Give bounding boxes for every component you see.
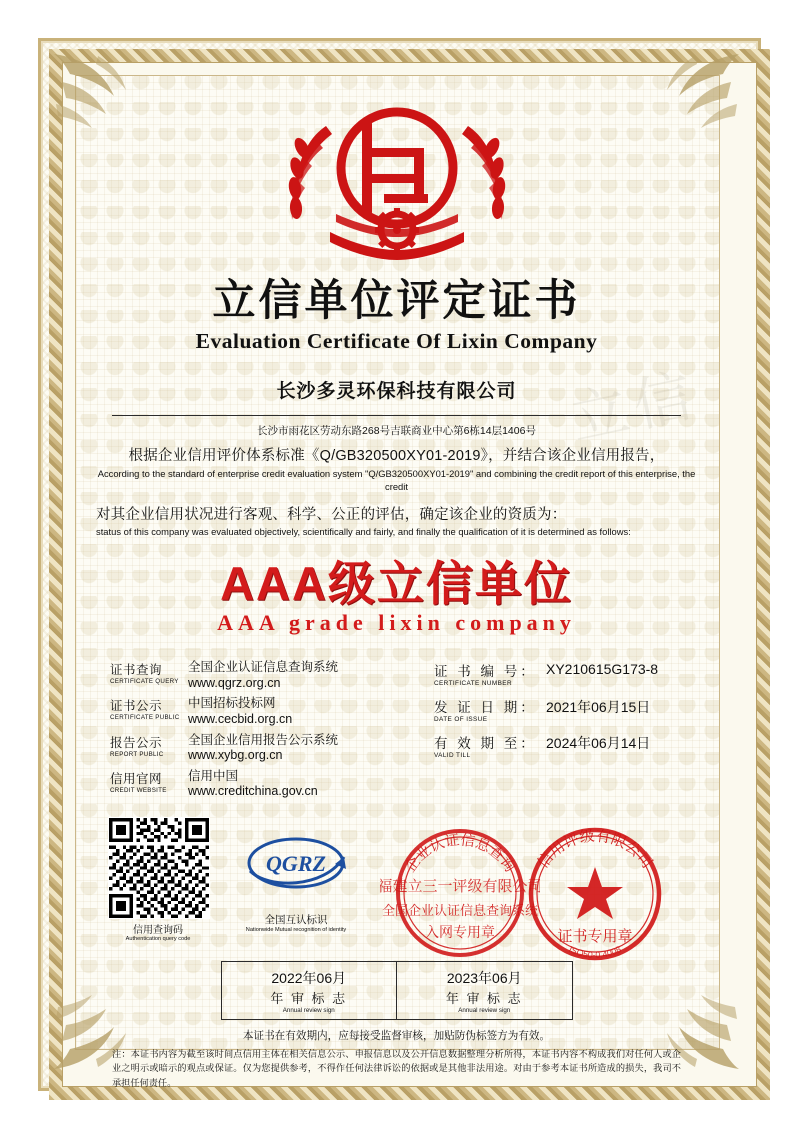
detail-label	[434, 660, 546, 687]
annual-review-label-en: Annual review sign	[282, 1007, 335, 1015]
query-row	[110, 733, 410, 764]
query-label-en: CERTIFICATE PUBLIC	[110, 714, 180, 722]
grade-title-en: AAA grade lixin company	[217, 610, 576, 636]
detail-row	[434, 696, 683, 723]
detail-label-en: DATE OF ISSUE	[434, 716, 488, 724]
query-value-url[interactable]: www.creditchina.gov.cn	[188, 784, 318, 799]
query-label-cn: 报告公示	[110, 735, 163, 750]
certificate-title-en: Evaluation Certificate Of Lixin Company	[195, 329, 598, 354]
query-value	[188, 733, 338, 764]
annual-review-label-cn: 年 审 标 志	[270, 991, 348, 1007]
grade-title-cn: AAA级立信单位	[220, 556, 573, 610]
query-label-en: CREDIT WEBSITE	[110, 786, 167, 794]
qr-code-image[interactable]	[108, 817, 210, 919]
detail-value: XY210615G173-8	[546, 661, 659, 678]
svg-text:福建立三一评级有限公司: 福建立三一评级有限公司	[380, 878, 540, 896]
query-row	[110, 696, 410, 727]
svg-text:ISO50-0.4008: ISO50-0.4008	[567, 943, 623, 961]
annual-review-cell[interactable]	[222, 962, 397, 1019]
detail-row	[434, 660, 683, 687]
qgrz-logo-icon	[240, 827, 352, 903]
detail-label-en: CERTIFICATE NUMBER	[434, 680, 512, 688]
detail-list	[428, 660, 683, 805]
info-section	[90, 660, 703, 805]
query-label	[110, 660, 188, 685]
qgrz-caption-en: Nationwide Mutual recognition of identity	[245, 927, 347, 934]
detail-label	[434, 732, 546, 759]
notes-section	[90, 1028, 703, 1090]
query-label	[110, 696, 188, 721]
detail-label	[434, 696, 546, 723]
official-seal-right	[510, 809, 670, 969]
detail-label-en: VALID TILL	[434, 752, 471, 760]
note-disclaimer: 注：本证书内容为截至该时间点信用主体在相关信息公示、申报信息以及公开信息数据整理分析所得，本证书内容不构成我们对任何人或企业之明示或暗示的观点或保证。仅为您提供参考，不得作任何法律诉讼的依据或是其他非法用途。对由于参考本证书所造成的损失，我司不承担任何责任。	[112, 1049, 681, 1088]
query-value-url[interactable]: www.xybg.org.cn	[188, 748, 283, 763]
svg-text:信用评级有限公司: 信用评级有限公司	[534, 827, 656, 872]
annual-review-label-cn: 年 审 标 志	[445, 991, 523, 1007]
query-value	[188, 769, 318, 800]
svg-text:QGRZ: QGRZ	[266, 851, 326, 877]
detail-row	[434, 732, 683, 759]
detail-label-cn: 发 证 日 期：	[434, 700, 537, 716]
query-value	[188, 696, 292, 727]
query-value-name: 信用中国	[188, 768, 239, 783]
query-label-cn: 证书公示	[110, 699, 163, 714]
qr-caption-en: Authentication query code	[125, 936, 191, 943]
query-row	[110, 769, 410, 800]
statement-block-2	[90, 503, 703, 537]
query-list	[110, 660, 410, 805]
svg-text:入网专用章: 入网专用章	[425, 924, 495, 941]
query-value-name: 中国招标投标网	[188, 696, 276, 711]
detail-value: 2024年06月14日	[546, 735, 651, 752]
company-address: 长沙市雨花区劳动东路268号吉联商业中心第6栋14层1406号	[257, 425, 536, 438]
annual-review-date: 2022年06月	[271, 970, 347, 987]
query-value	[188, 660, 338, 691]
query-label	[110, 733, 188, 758]
statement-2-cn: 对其企业信用状况进行客观、科学、公正的评估，确定该企业的资质为：	[96, 506, 567, 523]
qgrz-caption-cn: 全国互认标识	[264, 914, 328, 927]
detail-label-cn: 证 书 编 号：	[434, 664, 537, 680]
query-value-url[interactable]: www.cecbid.org.cn	[188, 711, 293, 726]
query-label-cn: 证书查询	[110, 663, 163, 678]
detail-label-cn: 有 效 期 至：	[434, 736, 537, 752]
certificate-content	[90, 86, 703, 1088]
statement-block-1	[90, 446, 703, 493]
svg-text:全国企业认证信息查询系统: 全国企业认证信息查询系统	[381, 903, 539, 919]
qgrz-logo-block	[240, 827, 352, 933]
svg-text:证书专用章: 证书专用章	[557, 928, 633, 946]
national-emblem-icon	[90, 90, 703, 272]
statement-1-cn: 根据企业信用评价体系标准《Q/GB320500XY01-2019》，并结合该企业信用报告，	[128, 448, 665, 465]
statement-1-en: According to the standard of enterprise credit evaluation system "Q/GB320500XY01-2019" and combining the credit report of this enterprise, the credit	[97, 468, 696, 492]
note-validity: 本证书在有效期内，应每接受监督审核，加贴防伪标签方为有效。	[242, 1030, 551, 1043]
query-label	[110, 769, 188, 794]
query-label-en: CERTIFICATE QUERY	[110, 678, 179, 686]
company-name: 长沙多灵环保科技有限公司	[276, 381, 517, 403]
query-value-name: 全国企业信用报告公示系统	[188, 732, 339, 747]
query-row	[110, 660, 410, 691]
statement-2-en: status of this company was evaluated objectively, scientifically and fairly, and finally the qualification of it is determined as follows:	[96, 525, 631, 537]
svg-text:企业认证信息查询: 企业认证信息查询	[402, 832, 518, 876]
divider	[112, 415, 681, 416]
query-label-cn: 信用官网	[110, 771, 163, 786]
certificate-title-cn: 立信单位评定证书	[212, 277, 581, 325]
badges-section	[90, 815, 703, 961]
annual-review-label-en: Annual review sign	[458, 1007, 511, 1015]
query-value-url[interactable]: www.qgrz.org.cn	[188, 675, 281, 690]
query-value-name: 全国企业认证信息查询系统	[188, 660, 339, 675]
annual-review-date: 2023年06月	[446, 970, 522, 987]
qr-block	[108, 817, 208, 942]
query-label-en: REPORT PUBLIC	[110, 750, 164, 758]
qr-caption-cn: 信用查询码	[133, 925, 183, 937]
detail-value: 2021年06月15日	[546, 699, 651, 716]
